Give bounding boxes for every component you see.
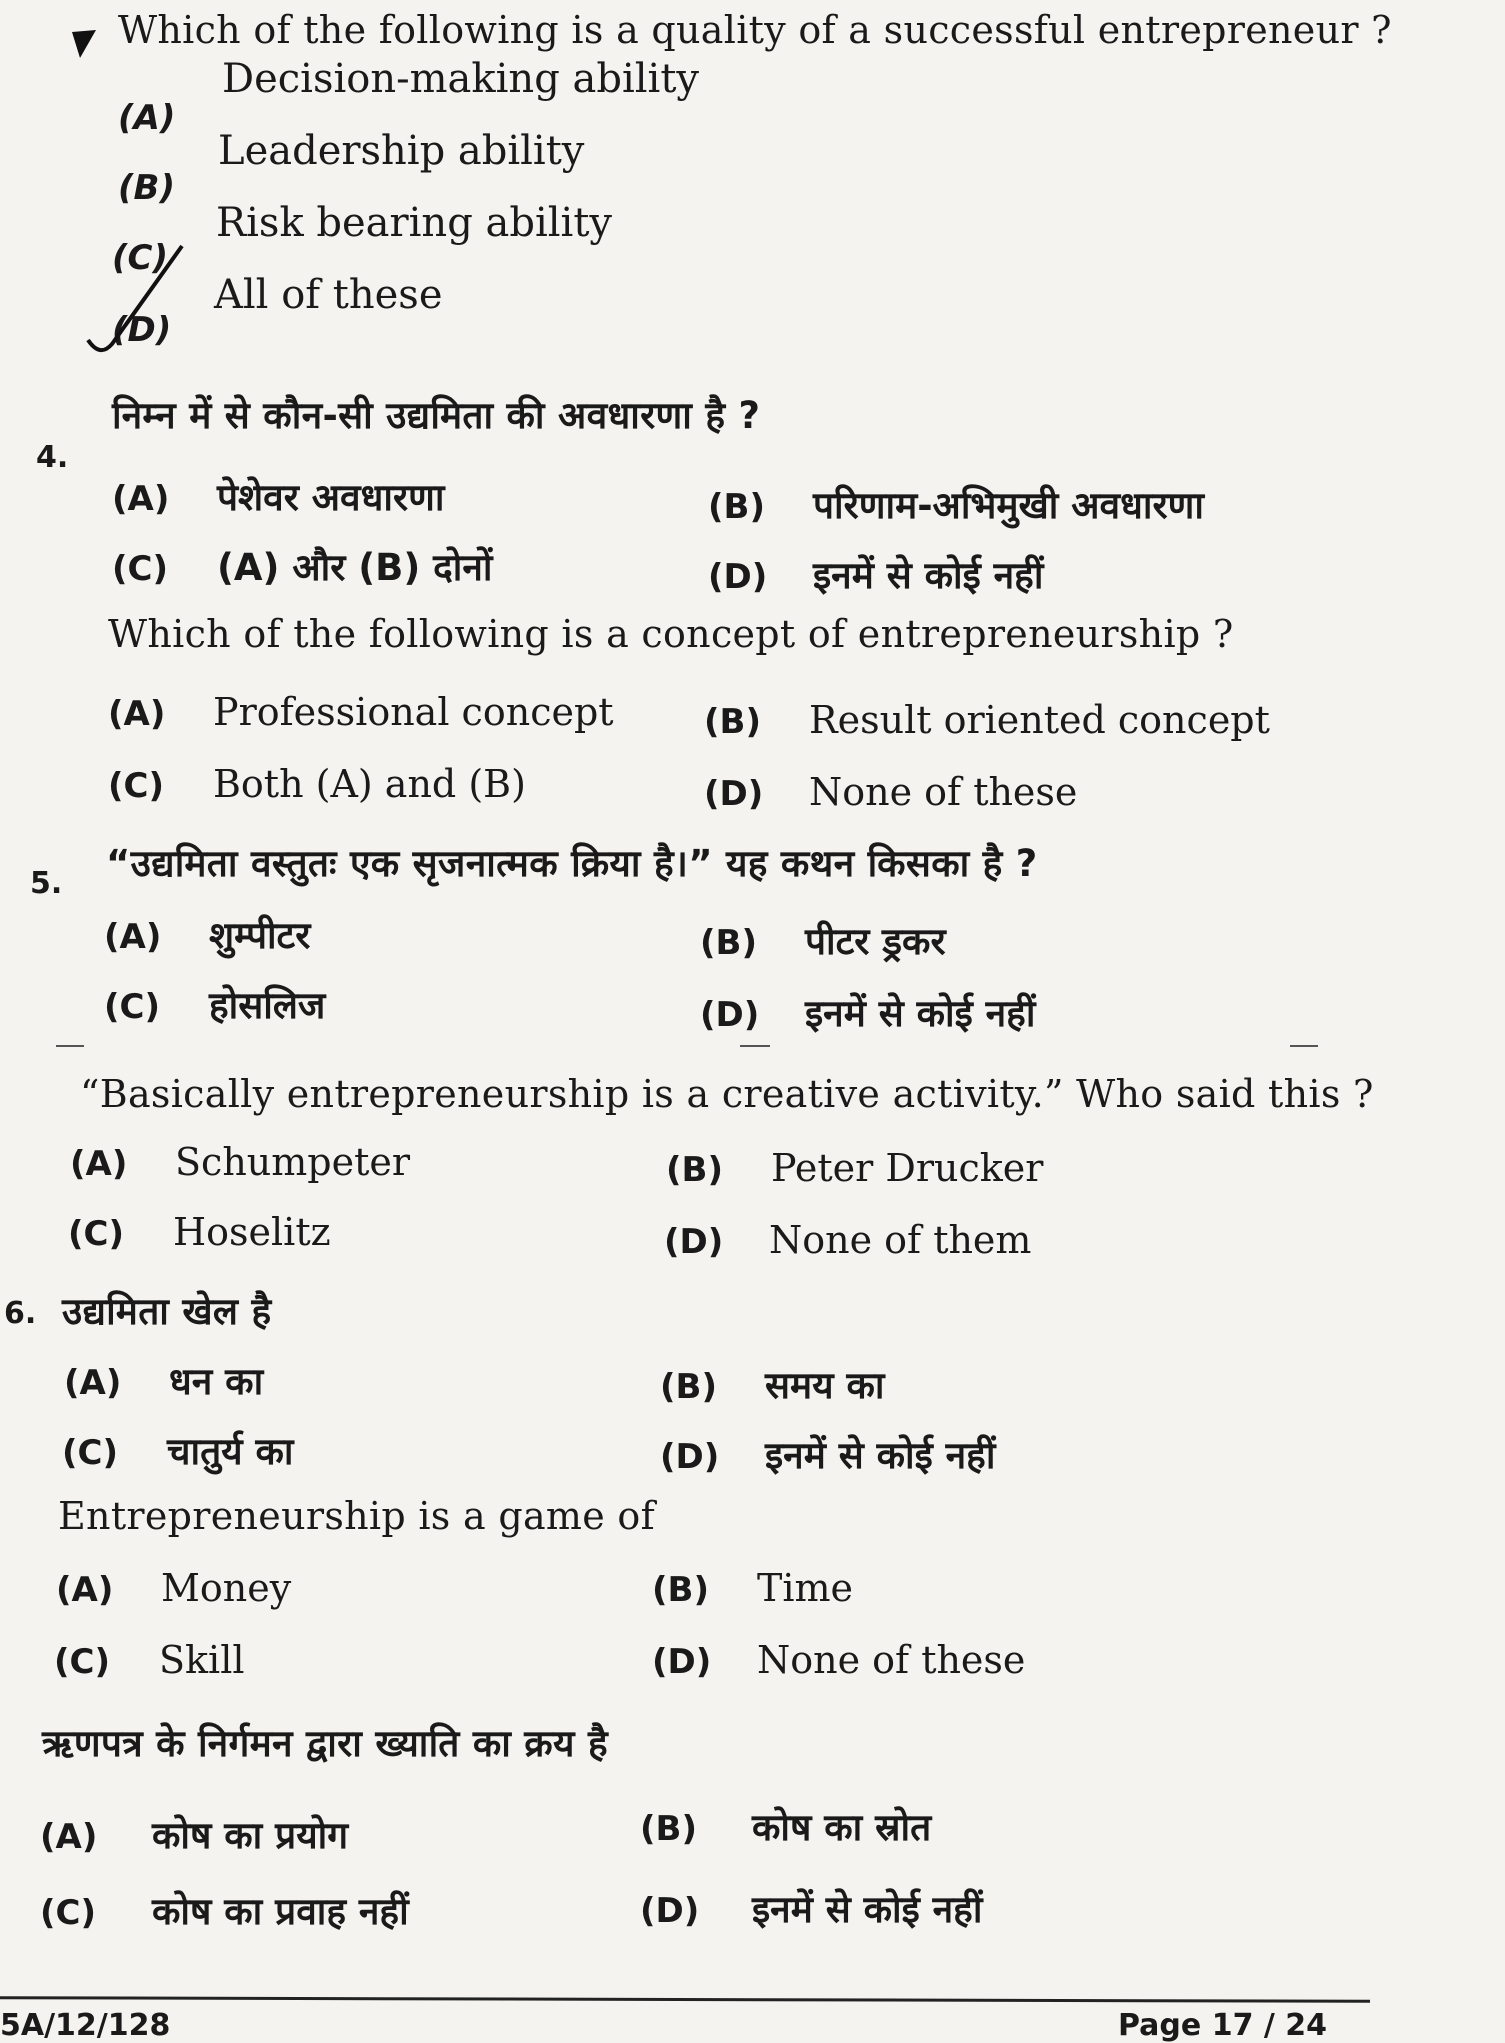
option-text: None of them xyxy=(769,1218,1032,1262)
option-text: इनमें से कोई नहीं xyxy=(813,554,1044,597)
option-label: (A) xyxy=(108,694,166,734)
option-text: Professional concept xyxy=(213,690,614,734)
option-text: Both (A) and (B) xyxy=(213,762,526,806)
option-label: (B) xyxy=(666,1150,723,1190)
answer-slash-mark-icon xyxy=(82,240,192,360)
option-label: (B) xyxy=(700,923,757,963)
option-label: (D) xyxy=(652,1642,712,1682)
q5-english-option-d xyxy=(664,1218,1031,1262)
q4-stem-english: Which of the following is a concept of entrepreneurship ? xyxy=(108,612,1234,656)
q6-english-option-c xyxy=(54,1638,245,1682)
option-text: Money xyxy=(161,1566,292,1610)
option-text: धन का xyxy=(169,1360,264,1403)
option-text: कोष का प्रवाह नहीं xyxy=(152,1890,409,1933)
q7-hindi-option-c xyxy=(40,1884,409,1935)
q4-english-option-c xyxy=(108,762,526,806)
q1-option-b-text: Leadership ability xyxy=(218,128,585,174)
q5-english-option-c xyxy=(68,1210,331,1254)
q6-hindi-option-d xyxy=(660,1428,995,1479)
option-label: (A) xyxy=(64,1363,122,1403)
option-label: (D) xyxy=(700,995,760,1035)
option-text: पेशेवर अवधारणा xyxy=(217,476,445,519)
q4-stem-hindi: निम्न में से कौन-सी उद्यमिता की अवधारणा है ? xyxy=(112,394,761,437)
q1-option-c-label: (C) xyxy=(112,238,169,278)
q1-option-d-text: All of these xyxy=(214,272,443,318)
option-text: समय का xyxy=(765,1364,885,1407)
option-text: परिणाम-अभिमुखी अवधारणा xyxy=(813,484,1204,527)
option-label: (C) xyxy=(62,1433,119,1473)
q5-number: 5. xyxy=(30,866,63,901)
q1-option-a-label: (A) xyxy=(118,98,176,138)
q5-hindi-option-b xyxy=(700,914,946,965)
page-divider xyxy=(56,1045,84,1047)
q6-stem-english: Entrepreneurship is a game of xyxy=(58,1494,655,1538)
option-label: (A) xyxy=(40,1817,98,1857)
q5-english-option-a xyxy=(70,1140,410,1184)
q7-hindi-option-b xyxy=(640,1800,931,1851)
q1-option-d-label: (D) xyxy=(112,310,172,350)
q1-option-a-text: Decision-making ability xyxy=(222,56,700,102)
q4-hindi-option-a xyxy=(112,470,444,521)
option-text: होसलिज xyxy=(209,984,326,1027)
option-label: (D) xyxy=(664,1222,724,1262)
q4-hindi-option-d xyxy=(708,548,1043,599)
q1-option-c-text: Risk bearing ability xyxy=(216,200,613,246)
option-text: शुम्पीटर xyxy=(209,914,311,957)
option-text: Time xyxy=(757,1566,854,1610)
option-label: (B) xyxy=(640,1809,697,1849)
option-text: Hoselitz xyxy=(173,1210,331,1254)
q6-stem-hindi: उद्यमिता खेल है xyxy=(62,1290,272,1333)
paper-code: 5A/12/128 xyxy=(0,2008,171,2043)
q6-hindi-option-a xyxy=(64,1354,263,1405)
option-text: कोष का स्रोत xyxy=(752,1806,932,1849)
option-text: इनमें से कोई नहीं xyxy=(765,1434,996,1477)
q4-english-option-a xyxy=(108,690,614,734)
q5-hindi-option-c xyxy=(104,978,325,1029)
option-label: (D) xyxy=(704,774,764,814)
option-text: Peter Drucker xyxy=(771,1146,1044,1190)
option-text: कोष का प्रयोग xyxy=(152,1814,349,1857)
q5-english-option-b xyxy=(666,1146,1043,1190)
q1-stem: Which of the following is a quality of a successful entrepreneur ? xyxy=(118,8,1392,52)
q6-english-option-d xyxy=(652,1638,1025,1682)
option-text: चातुर्य का xyxy=(167,1430,294,1473)
option-text: इनमें से कोई नहीं xyxy=(805,992,1036,1035)
option-text: Result oriented concept xyxy=(809,698,1270,742)
q5-stem-english: “Basically entrepreneurship is a creative activity.” Who said this ? xyxy=(80,1072,1374,1116)
q5-hindi-option-a xyxy=(104,908,310,959)
footer-rule xyxy=(0,1996,1370,2003)
page-divider xyxy=(740,1045,770,1047)
option-text: Skill xyxy=(159,1638,245,1682)
option-label: (B) xyxy=(704,702,761,742)
q6-hindi-option-b xyxy=(660,1358,884,1409)
option-label: (A) xyxy=(112,479,170,519)
option-label: (C) xyxy=(112,549,169,589)
q7-stem-hindi: ऋणपत्र के निर्गमन द्वारा ख्याति का क्रय है xyxy=(42,1722,608,1765)
q4-english-option-d xyxy=(704,770,1077,814)
option-label: (C) xyxy=(68,1214,125,1254)
option-text: (A) और (B) दोनों xyxy=(217,546,493,589)
option-label: (A) xyxy=(104,917,162,957)
option-text: इनमें से कोई नहीं xyxy=(752,1888,983,1931)
q6-english-option-b xyxy=(652,1566,853,1610)
option-label: (C) xyxy=(104,987,161,1027)
option-label: (A) xyxy=(56,1570,114,1610)
q6-english-option-a xyxy=(56,1566,291,1610)
option-text: None of these xyxy=(809,770,1078,814)
page-number: Page 17 / 24 xyxy=(1118,2008,1328,2043)
option-label: (D) xyxy=(708,557,768,597)
option-label: (D) xyxy=(660,1437,720,1477)
option-label: (B) xyxy=(652,1570,709,1610)
option-label: (C) xyxy=(108,766,165,806)
q6-hindi-option-c xyxy=(62,1424,294,1475)
q4-english-option-b xyxy=(704,698,1270,742)
q6-number: 6. xyxy=(4,1296,37,1331)
page-divider xyxy=(1290,1045,1318,1047)
option-text: पीटर ड्रकर xyxy=(805,920,946,963)
q5-hindi-option-d xyxy=(700,986,1035,1037)
q7-hindi-option-d xyxy=(640,1882,982,1933)
q7-hindi-option-a xyxy=(40,1808,348,1859)
option-label: (B) xyxy=(708,487,765,527)
option-text: Schumpeter xyxy=(175,1140,411,1184)
option-label: (C) xyxy=(40,1893,97,1933)
q4-hindi-option-b xyxy=(708,478,1204,529)
q5-stem-hindi: “उद्यमिता वस्तुतः एक सृजनात्मक क्रिया है।” यह कथन किसका है ? xyxy=(106,842,1038,885)
q1-option-b-label: (B) xyxy=(118,168,175,208)
option-label: (C) xyxy=(54,1642,111,1682)
q4-hindi-option-c xyxy=(112,540,492,591)
option-label: (B) xyxy=(660,1367,717,1407)
q4-number: 4. xyxy=(36,440,69,475)
option-label: (A) xyxy=(70,1144,128,1184)
option-text: None of these xyxy=(757,1638,1026,1682)
option-label: (D) xyxy=(640,1891,700,1931)
tick-mark-icon xyxy=(70,28,98,60)
